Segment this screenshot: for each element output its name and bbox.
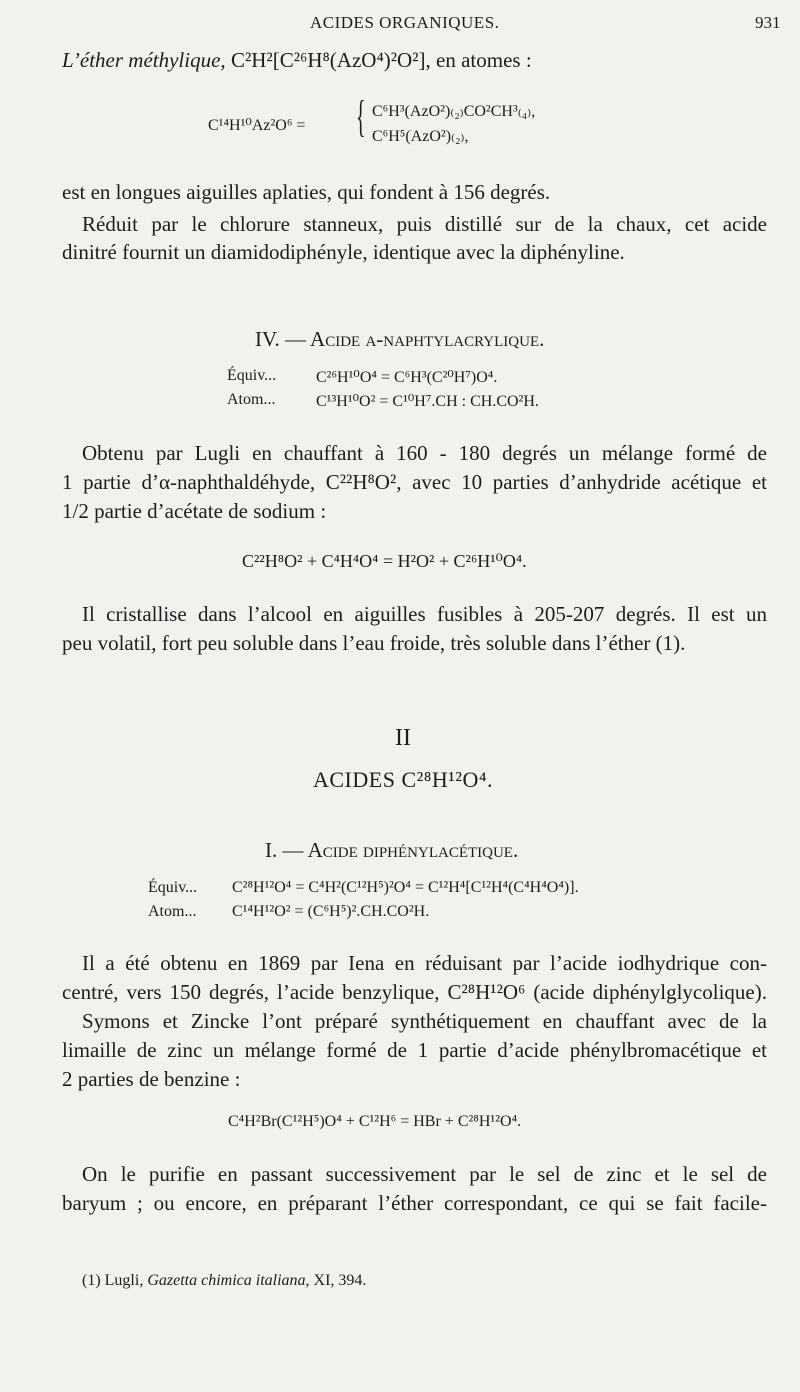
text-line: On le purifie en passant successivement par le sel de zinc et le sel de xyxy=(82,1162,767,1186)
equation: C⁴H²Br(C¹²H⁵)O⁴ + C¹²H⁶ = HBr + C²⁸H¹²O⁴. xyxy=(228,1113,522,1130)
running-header: ACIDES ORGANIQUES. xyxy=(310,13,500,32)
text-line xyxy=(62,47,532,73)
footnote-ref: XI, 394. xyxy=(313,1272,367,1289)
atom-formula: C¹³H¹⁰O² = C¹⁰H⁷.CH : CH.CO²H. xyxy=(316,393,539,410)
roman-heading: II xyxy=(395,725,411,751)
text-line: Obtenu par Lugli en chauffant à 160 - 180 degrés un mélange formé de xyxy=(82,441,767,465)
formula-branch-a: C⁶H³(AzO²)₍₂₎CO²CH³₍₄₎, xyxy=(372,103,536,120)
text-line: Symons et Zincke l’ont préparé synthétiquement en chauffant avec de la xyxy=(82,1009,767,1033)
text-line: Il a été obtenu en 1869 par Iena en réduisant par l’acide iodhydrique con- xyxy=(82,951,767,975)
formula-branch-b: C⁶H⁵(AzO²)₍₂₎, xyxy=(372,128,469,145)
text-line: Il cristallise dans l’alcool en aiguilles fusibles à 205-207 degrés. Il est un xyxy=(82,602,767,626)
atom-label: Atom... xyxy=(148,903,197,920)
equation: C²²H⁸O² + C⁴H⁴O⁴ = H²O² + C²⁶H¹⁰O⁴. xyxy=(242,551,527,571)
text-line: limaille de zinc un mélange formé de 1 partie d’acide phénylbromacétique et xyxy=(62,1038,767,1062)
equiv-label: Équiv... xyxy=(148,879,198,896)
section-heading: I. — Acide diphénylacétique. xyxy=(265,838,519,862)
curly-brace: { xyxy=(356,92,366,141)
equiv-label: Équiv... xyxy=(227,367,277,384)
text-line: 1 partie d’α-naphthaldéhyde, C²²H⁸O², avec 10 parties d’anhydride acétique et xyxy=(62,470,767,494)
italic-term: L’éther méthylique, xyxy=(62,48,226,72)
section-heading: IV. — Acide α-naphtylacrylique. xyxy=(255,327,545,351)
equiv-formula: C²⁸H¹²O⁴ = C⁴H²(C¹²H⁵)²O⁴ = C¹²H⁴[C¹²H⁴(C⁴H⁴O⁴)]. xyxy=(232,879,579,896)
text-line: dinitré fournit un diamidodiphényle, identique avec la diphényline. xyxy=(62,240,625,264)
formula-left: C¹⁴H¹⁰Az²O⁶ = xyxy=(208,117,306,134)
atom-label: Atom... xyxy=(227,391,276,408)
page-number: 931 xyxy=(755,13,781,32)
text-line: Réduit par le chlorure stanneux, puis distillé sur de la chaux, cet acide xyxy=(82,212,767,236)
footnote-journal: Gazetta chimica italiana, xyxy=(147,1272,310,1289)
atom-formula: C¹⁴H¹²O² = (C⁶H⁵)².CH.CO²H. xyxy=(232,903,430,920)
text-line: centré, vers 150 degrés, l’acide benzylique, C²⁸H¹²O⁶ (acide diphénylglycolique). xyxy=(62,980,767,1004)
text-line: peu volatil, fort peu soluble dans l’eau froide, très soluble dans l’éther (1). xyxy=(62,631,686,655)
chapter-heading: ACIDES C²⁸H¹²O⁴. xyxy=(313,767,494,792)
text-line: baryum ; ou encore, en préparant l’éther correspondant, ce qui se fait facile- xyxy=(62,1191,767,1215)
text-span: C²H²[C²⁶H⁸(AzO⁴)²O²], en atomes : xyxy=(225,48,532,72)
text-line: 2 parties de benzine : xyxy=(62,1067,241,1091)
footnote xyxy=(82,1272,366,1290)
text-line: 1/2 partie d’acétate de sodium : xyxy=(62,499,327,523)
equiv-formula: C²⁶H¹⁰O⁴ = C⁶H³(C²⁰H⁷)O⁴. xyxy=(316,369,498,386)
footnote-mark: (1) Lugli, xyxy=(82,1272,144,1289)
text-line: est en longues aiguilles aplaties, qui fondent à 156 degrés. xyxy=(62,180,551,204)
